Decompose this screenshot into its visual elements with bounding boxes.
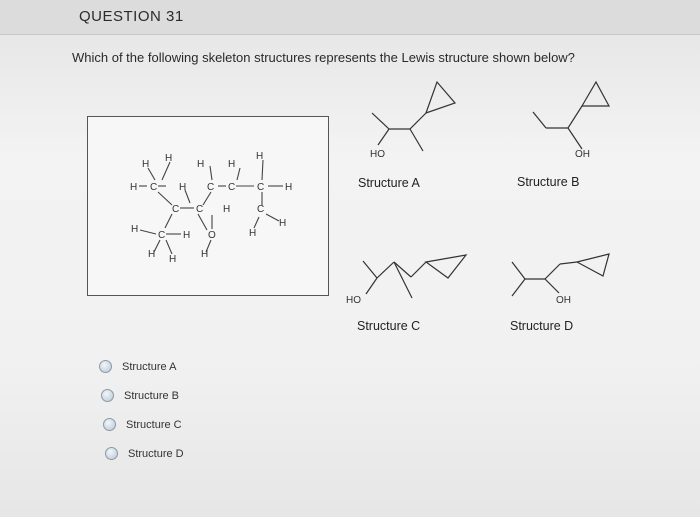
lewis-atom: H <box>142 159 150 170</box>
structure-c-group: HO <box>346 295 361 306</box>
structure-d-skeleton <box>512 254 609 296</box>
option-label: Structure A <box>122 360 177 373</box>
lewis-atom: C <box>257 204 265 215</box>
structure-a-skeleton <box>372 82 455 151</box>
option-structure-d[interactable] <box>105 447 184 460</box>
structure-c-skeleton <box>363 255 466 298</box>
lewis-atom: C <box>158 230 166 241</box>
option-structure-c[interactable] <box>103 418 182 431</box>
option-structure-a[interactable] <box>99 360 176 373</box>
option-label: Structure B <box>124 389 180 402</box>
lewis-atom: O <box>208 230 216 241</box>
lewis-atom: C <box>150 182 158 193</box>
structure-b-label: Structure B <box>517 175 580 189</box>
lewis-atom: H <box>165 153 173 164</box>
lewis-atoms <box>130 151 292 265</box>
question-number: QUESTION 31 <box>79 8 184 25</box>
radio-button-icon[interactable] <box>101 389 114 402</box>
radio-button-icon[interactable] <box>103 418 116 431</box>
lewis-atom: H <box>197 159 205 170</box>
radio-button-icon[interactable] <box>105 447 118 460</box>
lewis-atom: H <box>183 230 191 241</box>
radio-button-icon[interactable] <box>99 360 112 373</box>
lewis-atom: H <box>256 151 264 162</box>
lewis-atom: H <box>228 159 236 170</box>
lewis-atom: H <box>285 182 293 193</box>
lewis-atom: H <box>148 249 156 260</box>
structure-b-skeleton <box>533 82 609 149</box>
lewis-atom: H <box>249 228 257 239</box>
lewis-atom: H <box>169 254 177 265</box>
question-prompt: Which of the following skeleton structures represents the Lewis structure shown below? <box>72 50 575 65</box>
lewis-atom: H <box>130 182 138 193</box>
lewis-atom: H <box>201 249 209 260</box>
structure-d-label: Structure D <box>510 319 574 333</box>
lewis-atom: H <box>131 224 139 235</box>
lewis-atom: C <box>196 204 204 215</box>
lewis-atom: H <box>223 204 231 215</box>
option-structure-b[interactable] <box>101 389 179 402</box>
lewis-atom: H <box>179 182 187 193</box>
lewis-atom: C <box>172 204 180 215</box>
lewis-atom: C <box>207 182 215 193</box>
option-label: Structure D <box>128 447 184 460</box>
structure-b-group: OH <box>575 149 590 160</box>
structure-a-group: HO <box>370 149 385 160</box>
structure-a-label: Structure A <box>358 176 420 190</box>
structure-c-label: Structure C <box>357 319 421 333</box>
structure-d-group: OH <box>556 295 571 306</box>
lewis-atom: C <box>257 182 265 193</box>
option-label: Structure C <box>126 418 182 431</box>
lewis-atom: C <box>228 182 236 193</box>
lewis-atom: H <box>279 218 287 229</box>
